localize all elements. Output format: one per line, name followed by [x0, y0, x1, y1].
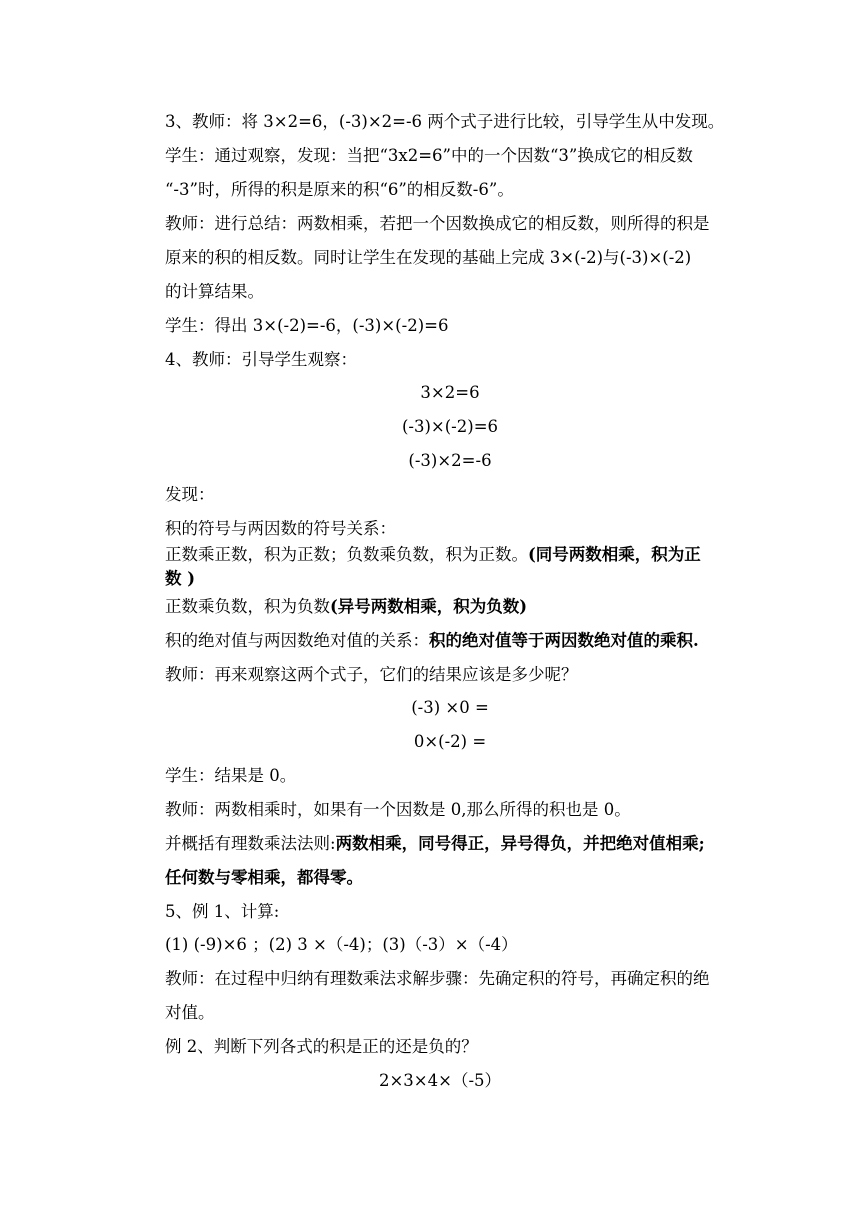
- equation-2: (-3)×(-2)=6: [401, 417, 499, 436]
- teacher-zero-rule-line: 教师：两数相乘时，如果有一个因数是 0,那么所得的积也是 0。: [165, 800, 631, 819]
- equation-3: (-3)×2=-6: [408, 451, 492, 470]
- multiplication-rule-line-2: 任何数与零相乘，都得零。: [165, 868, 363, 887]
- example-2-heading: 例 2、判断下列各式的积是正的还是负的？: [165, 1037, 478, 1056]
- same-sign-rule-continuation: 数 ): [165, 569, 196, 588]
- teacher-steps-line-1: 教师：在过程中归纳有理数乘法求解步骤：先确定积的符号，再确定积的绝: [165, 969, 710, 988]
- student-answer-line: 学生：结果是 0。: [165, 766, 297, 785]
- example-1-heading: 5、例 1、计算:: [165, 902, 280, 921]
- step-3-text: 3、教师：将 3×2=6，(-3)×2=-6 两个式子进行比较，引导学生从中发现。: [165, 112, 725, 131]
- teacher-question-line: 教师：再来观察这两个式子，它们的结果应该是多少呢？: [165, 665, 578, 684]
- teacher-summary-line-3: 的计算结果。: [165, 282, 264, 301]
- multiplication-rule-line-1: 并概括有理数乘法法则:两数相乘，同号得正，异号得负，并把绝对值相乘;: [165, 834, 705, 853]
- teacher-summary-line-1: 教师：进行总结：两数相乘，若把一个因数换成它的相反数，则所得的积是: [165, 214, 710, 233]
- sign-relation-heading: 积的符号与两因数的符号关系：: [165, 519, 396, 538]
- student-observation-line-1: 学生：通过观察，发现：当把“3x2=6”中的一个因数“3”换成它的相反数: [165, 146, 693, 165]
- discovery-label: 发现：: [165, 485, 215, 504]
- equation-5: 0×(-2) =: [413, 732, 487, 751]
- different-sign-rule-line: 正数乘负数，积为负数(异号两数相乘，积为负数): [165, 597, 528, 616]
- teacher-steps-line-2: 对值。: [165, 1003, 215, 1022]
- example-1-problems: (1) (-9)×6 ；(2) 3 ×（-4)；(3)（-3）×（-4）: [165, 935, 518, 954]
- step-4-text: 4、教师：引导学生观察：: [165, 350, 357, 369]
- equation-4: (-3) ×0 =: [411, 698, 489, 717]
- student-result-line: 学生：得出 3×(-2)=-6，(-3)×(-2)=6: [165, 316, 449, 335]
- same-sign-rule-line: 正数乘正数，积为正数；负数乘负数，积为正数。(同号两数相乘，积为正: [165, 545, 701, 564]
- equation-6: 2×3×4×（-5）: [378, 1071, 502, 1090]
- student-observation-line-2: “-3”时，所得的积是原来的积“6”的相反数-6”。: [165, 180, 514, 199]
- equation-1: 3×2=6: [420, 383, 480, 402]
- teacher-summary-line-2: 原来的积的相反数。同时让学生在发现的基础上完成 3×(-2)与(-3)×(-2): [165, 248, 692, 267]
- absolute-value-rule-line: 积的绝对值与两因数绝对值的关系：积的绝对值等于两因数绝对值的乘积.: [165, 631, 699, 650]
